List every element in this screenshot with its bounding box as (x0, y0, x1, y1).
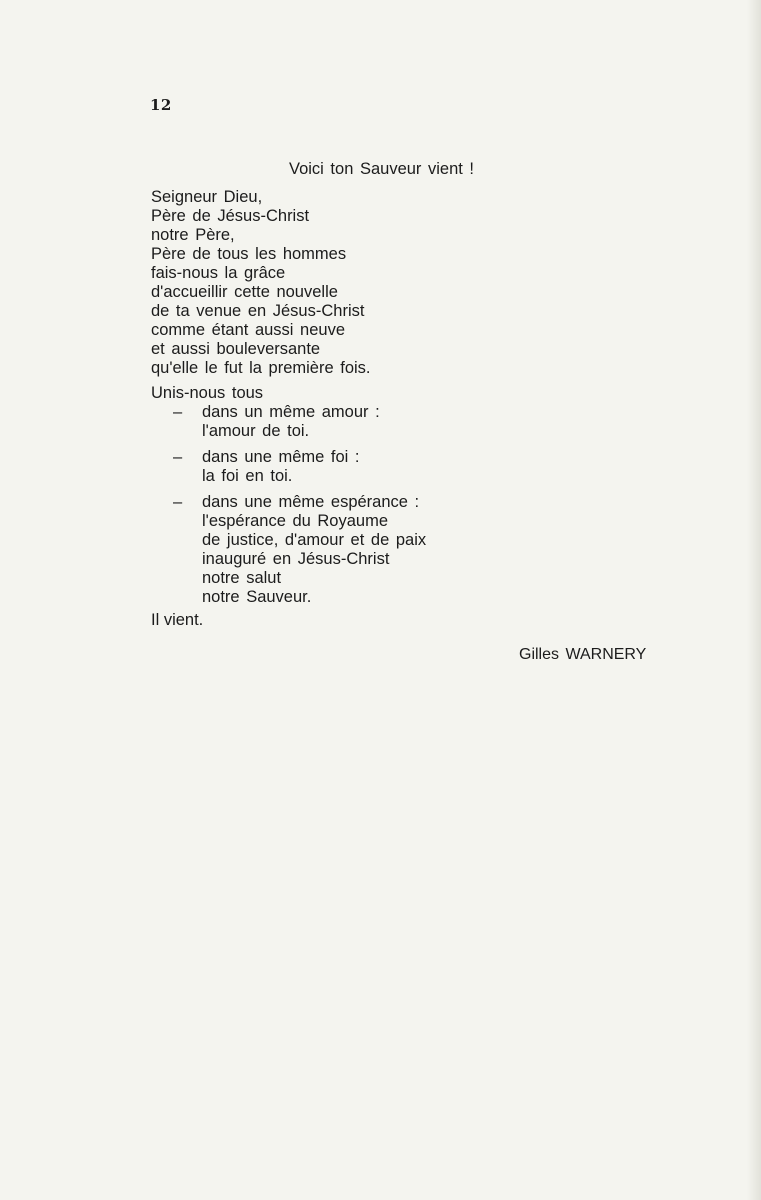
dash-item (151, 448, 426, 486)
poem-line: notre Sauveur. (202, 588, 312, 606)
poem-line: fais-nous la grâce (151, 264, 286, 282)
poem-line: la foi en toi. (202, 467, 293, 485)
stanza-2 (151, 384, 426, 614)
poem-line: et aussi bouleversante (151, 340, 321, 358)
poem-line: de ta venue en Jésus-Christ (151, 302, 365, 320)
author-signature: Gilles WARNERY (519, 646, 647, 663)
dash-marker: – (173, 448, 183, 466)
page-edge-shadow (747, 0, 761, 1200)
poem-line: l'espérance du Royaume (202, 512, 389, 530)
poem-line: dans un même amour : (202, 403, 380, 421)
poem-line: notre salut (202, 569, 282, 587)
dash-item (151, 493, 426, 607)
poem-line: qu'elle le fut la première fois. (151, 359, 371, 377)
poem-line: comme étant aussi neuve (151, 321, 346, 339)
poem-line: dans une même foi : (202, 448, 360, 466)
poem-line: de justice, d'amour et de paix (202, 531, 427, 549)
dash-marker: – (173, 493, 183, 511)
page-number: 12 (150, 96, 172, 114)
poem-line: l'amour de toi. (202, 422, 310, 440)
dash-item (151, 403, 426, 441)
stanza-1 (151, 188, 371, 378)
poem-line: d'accueillir cette nouvelle (151, 283, 338, 301)
stanza-intro: Unis-nous tous (151, 384, 264, 402)
poem-title: Voici ton Sauveur vient ! (289, 160, 475, 178)
poem-line: dans une même espérance : (202, 493, 420, 511)
dash-marker: – (173, 403, 183, 421)
poem-line: Père de tous les hommes (151, 245, 347, 263)
poem-line: inauguré en Jésus-Christ (202, 550, 390, 568)
poem-line: notre Père, (151, 226, 235, 244)
poem-line: Seigneur Dieu, (151, 188, 263, 206)
closing-line: Il vient. (151, 611, 204, 629)
poem-line: Père de Jésus-Christ (151, 207, 310, 225)
